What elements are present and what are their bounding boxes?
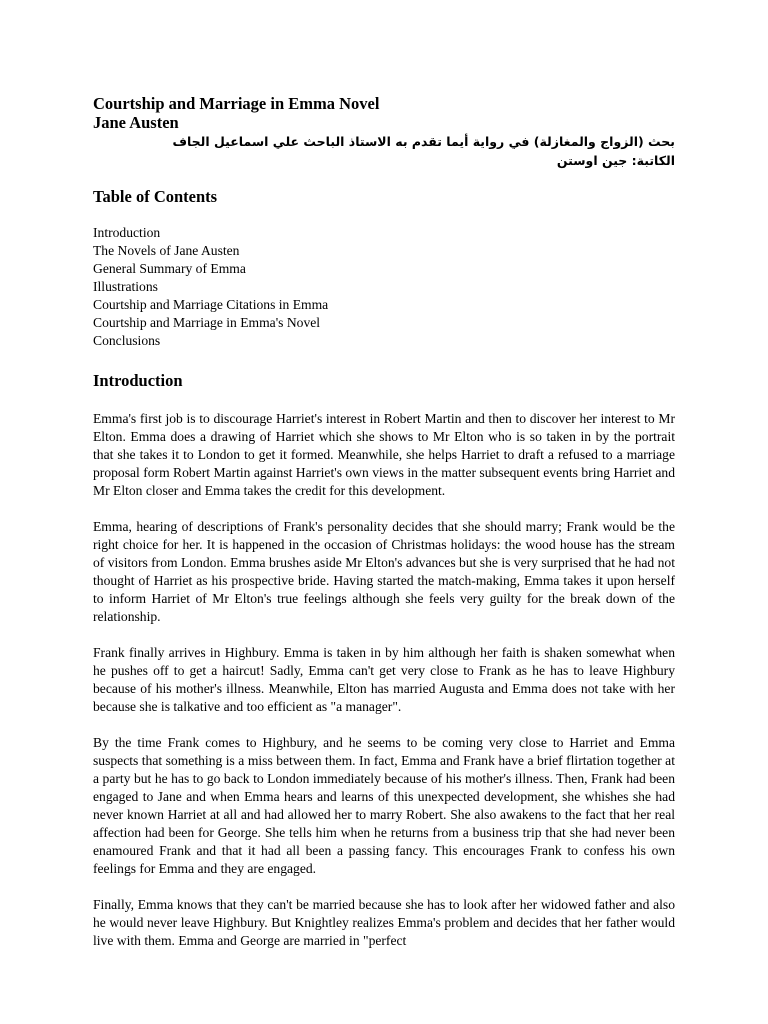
paragraph: Emma, hearing of descriptions of Frank's personality decides that she should marry; Frank would be the right choice for her. It is happened in the occasion of Christmas holidays: the wood house has the stream of visitors from London. Emma brushes aside Mr Elton's advances but she is very surprised that he had not thought of Harriet as his prospective bride. Having started the match-making, Emma takes it upon herself to inform Harriet of Mr Elton's true feelings although she feels very guilty for the break down of the relationship. — [93, 519, 675, 624]
paragraph: Frank finally arrives in Highbury. Emma is taken in by him although her faith is shaken somewhat when he pushes off to get a haircut! Sadly, Emma can't get very close to Frank as he has to leave Highbury because of his mother's illness. Meanwhile, Elton has married Augusta and Emma does not take with her because she is talkative and too efficient as "a manager". — [93, 645, 675, 714]
toc-item: Courtship and Marriage Citations in Emma — [93, 297, 329, 312]
toc-item: Illustrations — [93, 279, 158, 294]
table-of-contents — [93, 224, 675, 350]
toc-item: Conclusions — [93, 333, 161, 348]
arabic-author-line: الكاتبة: جين اوستن — [556, 153, 675, 168]
body-text — [93, 410, 675, 950]
paragraph: Finally, Emma knows that they can't be married because she has to look after her widowed father and also he would never leave Highbury. But Knightley realizes Emma's problem and decides that her father would live with them. Emma and George are married in "perfect — [93, 897, 675, 948]
arabic-title-line: بحث (الزواج والمغازلة) في رواية أيما تقدم به الاستاذ الباحث علي اسماعيل الجاف — [172, 134, 675, 149]
toc-item: The Novels of Jane Austen — [93, 243, 240, 258]
introduction-heading: Introduction — [93, 371, 183, 390]
document-author: Jane Austen — [93, 113, 179, 132]
toc-heading: Table of Contents — [93, 187, 218, 206]
toc-item: Courtship and Marriage in Emma's Novel — [93, 315, 321, 330]
toc-item: General Summary of Emma — [93, 261, 246, 276]
document-title: Courtship and Marriage in Emma Novel — [93, 94, 380, 113]
paragraph: Emma's first job is to discourage Harriet's interest in Robert Martin and then to discover her interest to Mr Elton. Emma does a drawing of Harriet which she shows to Mr Elton who is so taken in by the portrait that she takes it to London to get it formed. Meanwhile, she helps Harriet to draft a refused to a marriage proposal form Robert Martin against Harriet's own views in the matter subsequent events bring Harriet and Mr Elton closer and Emma takes the credit for this development. — [93, 411, 675, 498]
toc-item: Introduction — [93, 225, 161, 240]
paragraph: By the time Frank comes to Highbury, and he seems to be coming very close to Harriet and Emma suspects that something is a miss between them. In fact, Emma and Frank have a brief flirtation together at a party but he has to go back to London immediately because of his mother's illness. Then, Frank had been engaged to Jane and when Emma hears and learns of this unexpected development, she whishes she had never known Harriet at all and had allowed her to marry Robert. She also awakens to the fact that her real affection had been for George. She tells him when he returns from a business trip that she had never been enamoured Frank and that it had all been a passing fancy. This encourages Frank to confess his own feelings for Emma and they are engaged. — [93, 735, 675, 876]
